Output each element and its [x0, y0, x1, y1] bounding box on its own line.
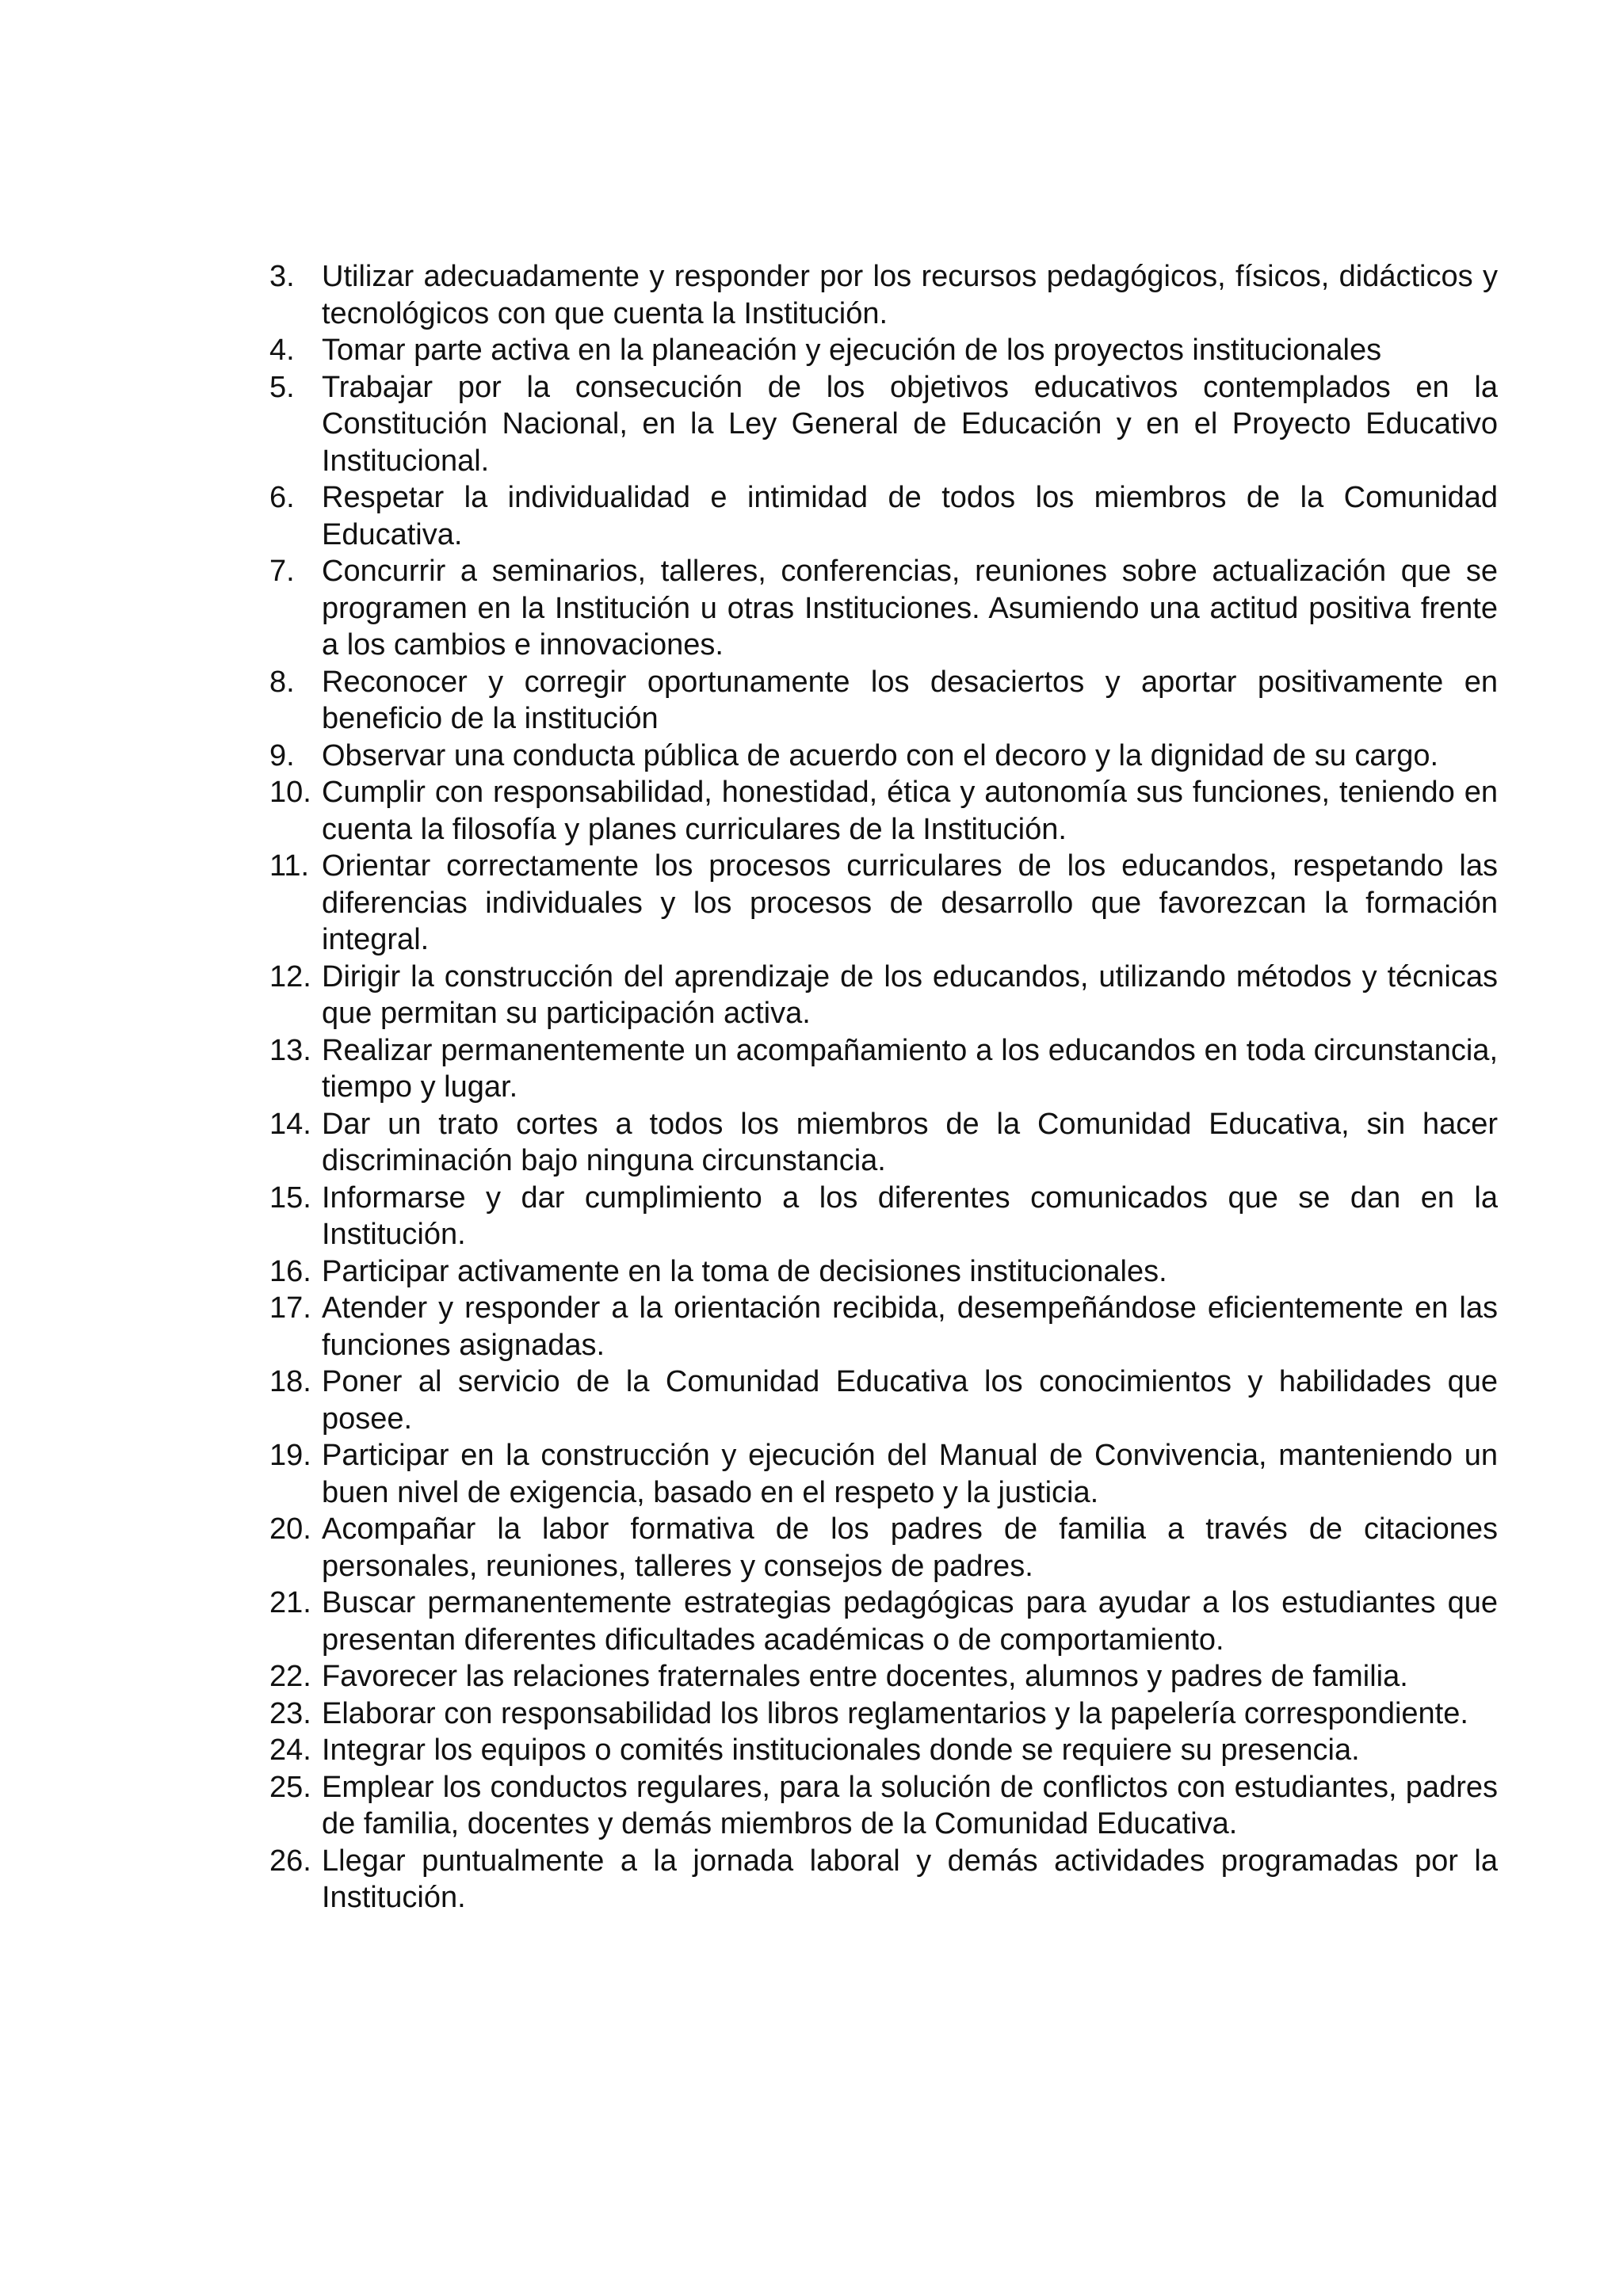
item-number: 10. [269, 776, 311, 809]
item-text: Orientar correctamente los procesos curriculares de los educandos, respetando las diferencias individuales y los procesos de desarrollo que favorezcan la formación integral. [322, 849, 1498, 956]
item-number: 11. [269, 849, 310, 883]
list-item [269, 1769, 1498, 1843]
list-item [269, 738, 1498, 775]
list-item [269, 1658, 1498, 1695]
item-text: Acompañar la labor formativa de los padres de familia a través de citaciones personales, reuniones, talleres y consejos de padres. [322, 1512, 1498, 1583]
item-text: Respetar la individualidad e intimidad de todos los miembros de la Comunidad Educativa. [322, 481, 1498, 551]
item-number: 24. [269, 1733, 311, 1767]
list-item [269, 369, 1498, 480]
list-item [269, 664, 1498, 738]
item-text: Integrar los equipos o comités institucionales donde se requiere su presencia. [322, 1733, 1360, 1767]
item-number: 26. [269, 1844, 311, 1878]
item-text: Favorecer las relaciones fraternales entre docentes, alumnos y padres de familia. [322, 1660, 1408, 1693]
item-text: Tomar parte activa en la planeación y ejecución de los proyectos institucionales [322, 334, 1382, 367]
item-number: 4. [269, 334, 295, 367]
item-number: 5. [269, 370, 295, 404]
item-number: 21. [269, 1586, 311, 1619]
item-number: 9. [269, 738, 295, 772]
item-text: Reconocer y corregir oportunamente los desaciertos y aportar positivamente en beneficio de la institución [322, 665, 1498, 735]
item-text: Realizar permanentemente un acompañamiento a los educandos en toda circunstancia, tiempo y lugar. [322, 1033, 1498, 1104]
item-number: 15. [269, 1180, 311, 1215]
list-item [269, 479, 1498, 553]
list-item [269, 1695, 1498, 1733]
item-text: Utilizar adecuadamente y responder por los recursos pedagógicos, físicos, didácticos y tecnológicos con que cuenta la Institución. [322, 260, 1498, 330]
item-number: 16. [269, 1254, 311, 1288]
list-item [269, 1290, 1498, 1363]
item-text: Trabajar por la consecución de los objetivos educativos contemplados en la Constitución Nacional, en la Ley General de Educación y en el Proyecto Educativo Institucional. [322, 370, 1498, 478]
item-number: 20. [269, 1512, 311, 1546]
list-item [269, 553, 1498, 664]
list-item [269, 1511, 1498, 1585]
list-item [269, 1180, 1498, 1253]
item-text: Cumplir con responsabilidad, honestidad, ética y autonomía sus funciones, teniendo en cuenta la filosofía y planes curriculares de la Institución. [322, 776, 1498, 846]
item-text: Atender y responder a la orientación recibida, desempeñándose eficientemente en las funciones asignadas. [322, 1291, 1498, 1362]
item-number: 3. [269, 260, 295, 293]
list-item [269, 1843, 1498, 1917]
list-item [269, 1732, 1498, 1769]
item-number: 25. [269, 1770, 311, 1804]
list-item [269, 1585, 1498, 1658]
list-item [269, 1032, 1498, 1106]
item-number: 19. [269, 1439, 311, 1472]
item-number: 17. [269, 1291, 311, 1325]
list-item [269, 774, 1498, 848]
item-number: 7. [269, 555, 295, 588]
item-number: 22. [269, 1660, 311, 1693]
list-item [269, 848, 1498, 959]
item-number: 14. [269, 1107, 311, 1141]
item-text: Elaborar con responsabilidad los libros reglamentarios y la papelería correspondiente. [322, 1696, 1468, 1730]
item-text: Dar un trato cortes a todos los miembros de la Comunidad Educativa, sin hacer discriminación bajo ninguna circunstancia. [322, 1107, 1498, 1177]
duties-list [269, 258, 1498, 1917]
item-text: Concurrir a seminarios, talleres, conferencias, reuniones sobre actualización que se programen en la Institución u otras Instituciones. Asumiendo una actitud positiva frente a los cambios e innovaciones. [322, 555, 1498, 662]
item-number: 12. [269, 959, 311, 994]
item-number: 23. [269, 1696, 311, 1730]
item-text: Participar activamente en la toma de decisiones institucionales. [322, 1254, 1167, 1288]
item-text: Buscar permanentemente estrategias pedagógicas para ayudar a los estudiantes que presentan diferentes dificultades académicas o de comportamiento. [322, 1586, 1498, 1657]
item-text: Dirigir la construcción del aprendizaje de los educandos, utilizando métodos y técnicas que permitan su participación activa. [322, 959, 1498, 1030]
list-item [269, 1106, 1498, 1180]
item-number: 6. [269, 481, 295, 514]
item-number: 13. [269, 1033, 311, 1067]
item-number: 8. [269, 665, 295, 699]
list-item [269, 959, 1498, 1032]
item-text: Participar en la construcción y ejecución del Manual de Convivencia, manteniendo un buen nivel de exigencia, basado en el respeto y la justicia. [322, 1439, 1498, 1509]
list-item [269, 1437, 1498, 1511]
item-text: Poner al servicio de la Comunidad Educativa los conocimientos y habilidades que posee. [322, 1365, 1498, 1436]
list-item [269, 1363, 1498, 1437]
item-text: Observar una conducta pública de acuerdo con el decoro y la dignidad de su cargo. [322, 738, 1439, 772]
list-item [269, 332, 1498, 369]
item-text: Informarse y dar cumplimiento a los diferentes comunicados que se dan en la Institución. [322, 1180, 1498, 1251]
list-item [269, 1253, 1498, 1291]
item-number: 18. [269, 1365, 311, 1398]
list-item [269, 258, 1498, 332]
item-text: Emplear los conductos regulares, para la solución de conflictos con estudiantes, padres de familia, docentes y demás miembros de la Comunidad Educativa. [322, 1770, 1498, 1840]
item-text: Llegar puntualmente a la jornada laboral y demás actividades programadas por la Institución. [322, 1844, 1498, 1914]
